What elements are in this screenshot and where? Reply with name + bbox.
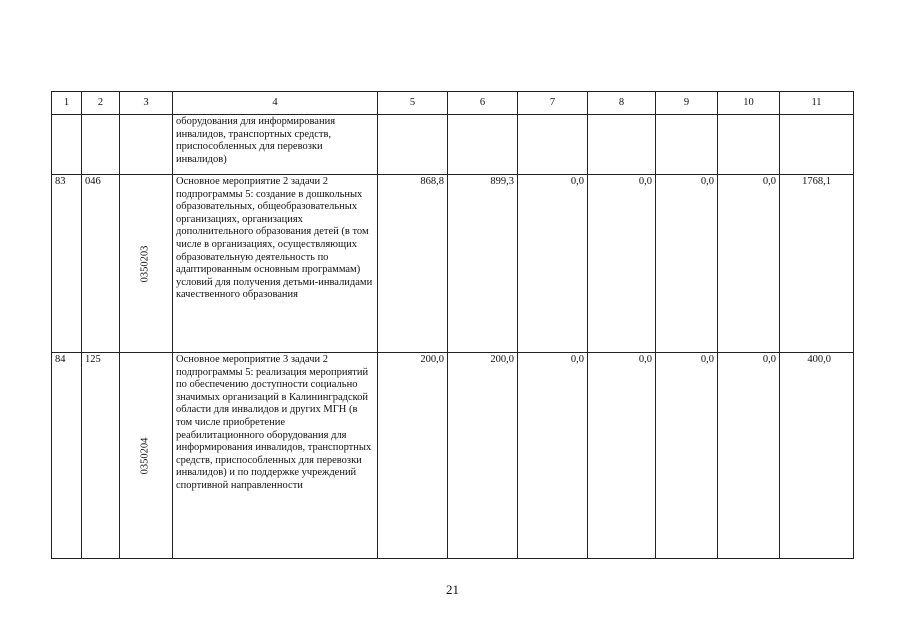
column-header: 2 bbox=[82, 92, 120, 115]
value-cell: 0,0 bbox=[656, 353, 718, 559]
column-header: 3 bbox=[120, 92, 173, 115]
page-number: 21 bbox=[446, 582, 459, 597]
row-number-cell bbox=[52, 115, 82, 175]
value-cell: 200,0 bbox=[448, 353, 518, 559]
budget-table bbox=[51, 91, 854, 559]
ministry-code-cell: 125 bbox=[82, 353, 120, 559]
value-cell: 0,0 bbox=[588, 175, 656, 353]
total-cell: 400,0 bbox=[780, 353, 854, 559]
row-number-cell: 83 bbox=[52, 175, 82, 353]
table-header-row bbox=[52, 92, 854, 115]
program-code-cell bbox=[120, 175, 173, 353]
description-cell: оборудования для информирования инвалидов, транспортных средств, приспособленных для перевозки инвалидов) bbox=[173, 115, 378, 175]
program-code: 0350204 bbox=[139, 437, 151, 474]
program-code-cell bbox=[120, 115, 173, 175]
row-number-cell: 84 bbox=[52, 353, 82, 559]
ministry-code-cell bbox=[82, 115, 120, 175]
total-cell: 1768,1 bbox=[780, 175, 854, 353]
table-row bbox=[52, 175, 854, 353]
value-cell bbox=[656, 115, 718, 175]
ministry-code-cell: 046 bbox=[82, 175, 120, 353]
column-header: 10 bbox=[718, 92, 780, 115]
value-cell: 0,0 bbox=[656, 175, 718, 353]
value-cell: 0,0 bbox=[718, 353, 780, 559]
value-cell: 899,3 bbox=[448, 175, 518, 353]
value-cell: 0,0 bbox=[518, 353, 588, 559]
program-code: 0350203 bbox=[139, 245, 151, 282]
column-header: 8 bbox=[588, 92, 656, 115]
description-cell: Основное мероприятие 3 задачи 2 подпрограммы 5: реализация мероприятий по обеспечению доступности социально значимых организаций в Калининградской области для инвалидов и других МГН (в том числе приобретение реабилитационного оборудования для информирования инвалидов, транспортных средств, приспособленных для перевозки инвалидов) и по поддержке учреждений спортивной направленности bbox=[173, 353, 378, 559]
description-cell: Основное мероприятие 2 задачи 2 подпрограммы 5: создание в дошкольных образовательных, общеобразовательных организациях, организациях дополнительного образования детей (в том числе в организациях, осуществляющих образовательную деятельность по адаптированным основным программам) условий для получения детьми-инвалидами качественного образования bbox=[173, 175, 378, 353]
total-cell bbox=[780, 115, 854, 175]
column-header: 1 bbox=[52, 92, 82, 115]
value-cell: 0,0 bbox=[718, 175, 780, 353]
column-header: 9 bbox=[656, 92, 718, 115]
value-cell bbox=[718, 115, 780, 175]
column-header: 4 bbox=[173, 92, 378, 115]
value-cell: 200,0 bbox=[378, 353, 448, 559]
value-cell bbox=[588, 115, 656, 175]
column-header: 7 bbox=[518, 92, 588, 115]
value-cell bbox=[448, 115, 518, 175]
table-row bbox=[52, 115, 854, 175]
value-cell bbox=[378, 115, 448, 175]
column-header: 5 bbox=[378, 92, 448, 115]
column-header: 6 bbox=[448, 92, 518, 115]
program-code-cell bbox=[120, 353, 173, 559]
value-cell: 0,0 bbox=[588, 353, 656, 559]
value-cell: 0,0 bbox=[518, 175, 588, 353]
column-header: 11 bbox=[780, 92, 854, 115]
value-cell: 868,8 bbox=[378, 175, 448, 353]
value-cell bbox=[518, 115, 588, 175]
table-row bbox=[52, 353, 854, 559]
